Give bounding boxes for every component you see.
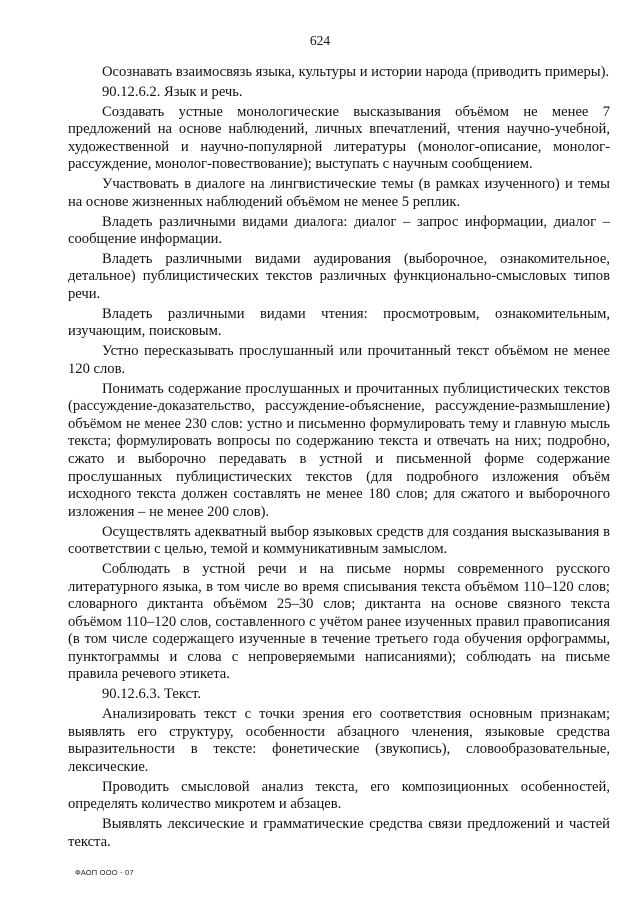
paragraph: Понимать содержание прослушанных и прочитанных публицистических текстов (рассуждение-доказательство, рассуждение-объяснение, рассуждение-размышление) объёмом не менее 230 слов: устно и письменно формулировать тему и главную мысль текста; формулировать вопросы по содержанию текста и отвечать на них; подробно, сжато и выборочно передавать в устной и письменной форме содержание прослушанных публицистических текстов (для подробного изложения объём исходного текста должен составлять не менее 180 слов; для сжатого и выборочного изложения – не менее 200 слов). [68, 380, 610, 520]
page-number: 624 [309, 33, 331, 48]
paragraph: Выявлять лексические и грамматические средства связи предложений и частей текста. [68, 815, 610, 850]
paragraph: Владеть различными видами аудирования (выборочное, ознакомительное, детальное) публицистических текстов различных функционально-смысловых типов речи. [68, 250, 610, 303]
paragraph: Владеть различными видами чтения: просмотровым, ознакомительным, изучающим, поисковым. [68, 305, 610, 340]
paragraph: Осуществлять адекватный выбор языковых средств для создания высказывания в соответствии с целью, темой и коммуникативным замыслом. [68, 523, 610, 558]
paragraph: Осознавать взаимосвязь языка, культуры и истории народа (приводить примеры). [102, 64, 610, 80]
paragraph: Владеть различными видами диалога: диалог – запрос информации, диалог – сообщение информации. [68, 213, 610, 248]
section-heading: 90.12.6.3. Текст. [102, 686, 201, 703]
paragraph: Проводить смысловой анализ текста, его композиционных особенностей, определять количество микротем и абзацев. [68, 778, 610, 813]
paragraph: Анализировать текст с точки зрения его соответствия основным признакам; выявлять его структуру, особенности абзацного членения, языковые средства выразительности в тексте: фонетические (звукопись), словообразовательные, лексические. [68, 706, 610, 775]
paragraph: Устно пересказывать прослушанный или прочитанный текст объёмом не менее 120 слов. [68, 343, 610, 377]
paragraph: Создавать устные монологические высказывания объёмом не менее 7 предложений на основе наблюдений, личных впечатлений, чтения научно-учебной, художественной и научно-популярной литературы (монолог-описание, монолог-рассуждение, монолог-повествование); выступать с научным сообщением. [68, 103, 610, 173]
paragraph: Участвовать в диалоге на лингвистические темы (в рамках изученного) и темы на основе жизненных наблюдений объёмом не менее 5 реплик. [68, 176, 610, 210]
section-heading: 90.12.6.2. Язык и речь. [102, 83, 243, 100]
document-body [68, 64, 610, 853]
paragraph: Соблюдать в устной речи и на письме нормы современного русского литературного языка, в том числе во время списывания текста объёмом 110–120 слов; словарного диктанта объёмом 25–30 слов; диктанта на основе связного текста объёмом 110–120 слов, составленного с учётом ранее изученных правил правописания (в том числе содержащего изученные в течение третьего года обучения орфограммы, пунктограммы и слова с непроверяемыми написаниями); соблюдать на письме правила речевого этикета. [68, 560, 610, 683]
page-footer: ФАОП ООО - 07 [75, 868, 134, 877]
